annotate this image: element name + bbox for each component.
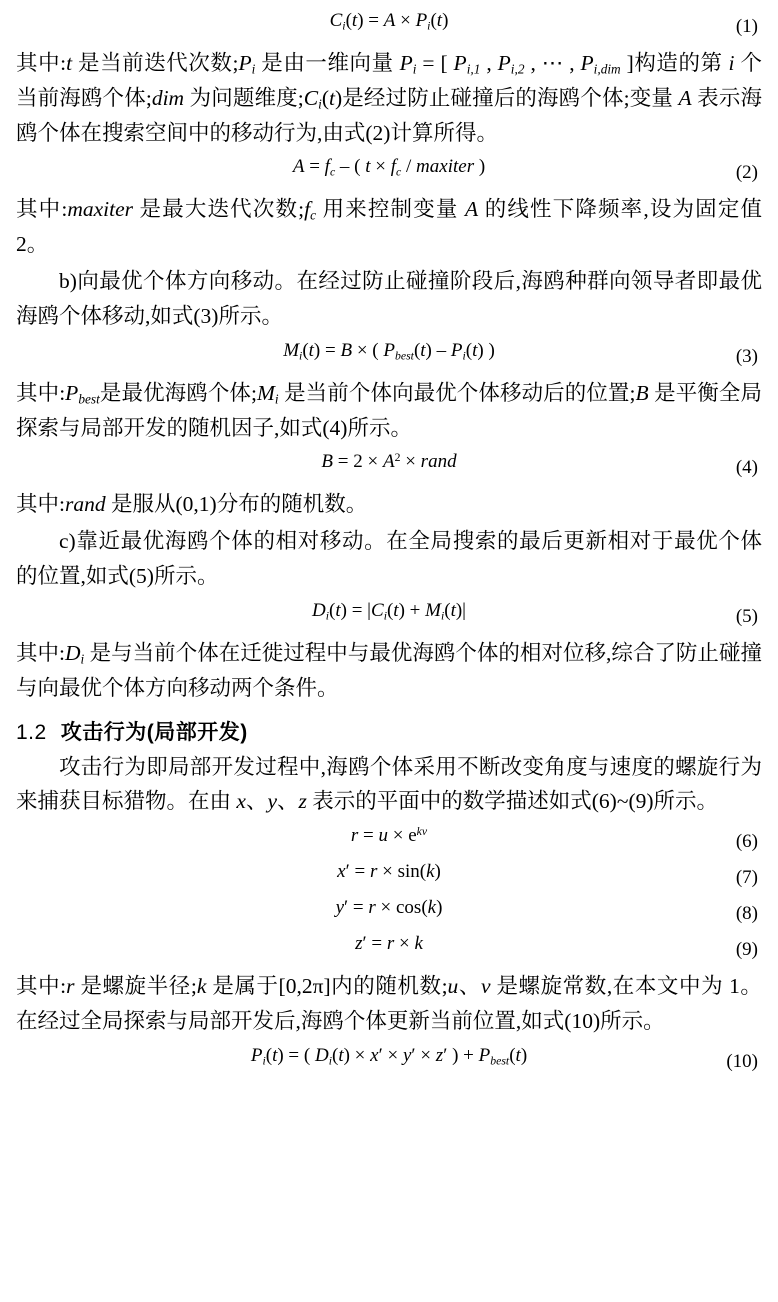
equation-9-body: z′ = r × k [355,933,423,955]
paragraph-item-b: b)向最优个体方向移动。在经过防止碰撞阶段后,海鸥种群向领导者即最优海鸥个体移动,如式(3)所示。 [16,269,762,328]
equation-2 [16,156,762,186]
paragraph-after-eq4: 其中:rand 是服从(0,1)分布的随机数。 [16,492,368,517]
equation-4-body: $B = 2 \times A^2$ × rand [321,451,457,473]
section-number: 1.2 [16,720,47,744]
equation-10 [16,1045,762,1075]
equation-8-number: (8) [735,903,758,925]
equation-1-number: (1) [735,16,758,37]
equation-2-number: (2) [735,162,758,184]
paragraph-after-eq9: 其中:r 是螺旋半径;k 是属于[0,2π]内的随机数;u、v 是螺旋常数,在本文中为 1。在经过全局探索与局部开发后,海鸥个体更新当前位置,如式(10)所示。 [16,974,762,1034]
equation-6-body: $r = u \times e^{kv}$ [350,825,428,847]
equation-5-number: (5) [735,605,758,627]
equation-5 [16,600,762,630]
equation-8-body: y′ = r × cos(k) [335,897,443,919]
equation-2-body: $A = f_c$ – ( $t \times f_c$ / maxiter ) [292,156,486,179]
equation-10-number: (10) [726,1050,758,1072]
equation-7-body: x′ = r × sin(k) [337,861,441,883]
equation-4-number: (4) [735,457,758,479]
equation-1 [16,10,762,40]
equation-3 [16,340,762,370]
equation-7-number: (7) [735,867,758,889]
paragraph-after-eq1: 其中:t 是当前迭代次数$;P_i$ 是由一维向量 $P_i$ = [ $P_{i,1}$ , $P_{i,2}$ , ⋯ , $P_{i,dim}$ ]构造的第 i 个当前海鸥个体;dim 为问题维度$;C_i(t)$是经过防止碰撞后的海鸥个体;变量 A 表示海鸥个体在搜索空间中的移动行为,由式(2)计算所得。 [16,51,762,145]
equation-3-number: (3) [735,345,758,367]
paragraph-attack-behavior: 攻击行为即局部开发过程中,海鸥个体采用不断改变角度与速度的螺旋行为来捕获目标猎物。在由 x、y、z 表示的平面中的数学描述如式(6)~(9)所示。 [16,754,762,814]
equation-5-body: $D_i(t) = |C_i(t) + M_i(t)|$ [312,599,466,623]
equation-6 [16,825,762,855]
equation-10-body: $P_i(t)$ = ( $D_i(t) \times x' \times y' \times z'$ ) + $P_{best}(t)$ [250,1044,528,1068]
equation-7 [16,861,762,891]
paragraph-after-eq3: 其中$:P_{best}$是最优海鸥个体$;M_i$ 是当前个体向最优个体移动后的位置;B 是平衡全局探索与局部开发的随机因子,如式(4)所示。 [16,380,762,440]
equation-8 [16,897,762,927]
equation-9 [16,933,762,963]
paragraph-after-eq2: 其中:maxiter 是最大迭代次数$;f_c$ 用来控制变量 A 的线性下降频率,设为固定值 2。 [16,197,762,257]
paragraph-item-c: c)靠近最优海鸥个体的相对移动。在全局搜索的最后更新相对于最优个体的位置,如式(5)所示。 [16,529,762,589]
equation-1-body: $C_i(t) = A \times P_i(t)$ [329,10,449,33]
equation-6-number: (6) [735,831,758,853]
section-heading-1-2 [16,716,762,746]
equation-3-body: $M_i(t) = B$ × ( $P_{best}(t) - P_i(t)$ ) [283,339,495,363]
equation-4 [16,451,762,481]
equation-9-number: (9) [735,939,758,961]
paragraph-after-eq5: 其中$:D_i$ 是与当前个体在迁徙过程中与最优海鸥个体的相对位移,综合了防止碰撞与向最优个体方向移动两个条件。 [16,640,762,700]
section-title: 攻击行为(局部开发) [60,720,248,744]
